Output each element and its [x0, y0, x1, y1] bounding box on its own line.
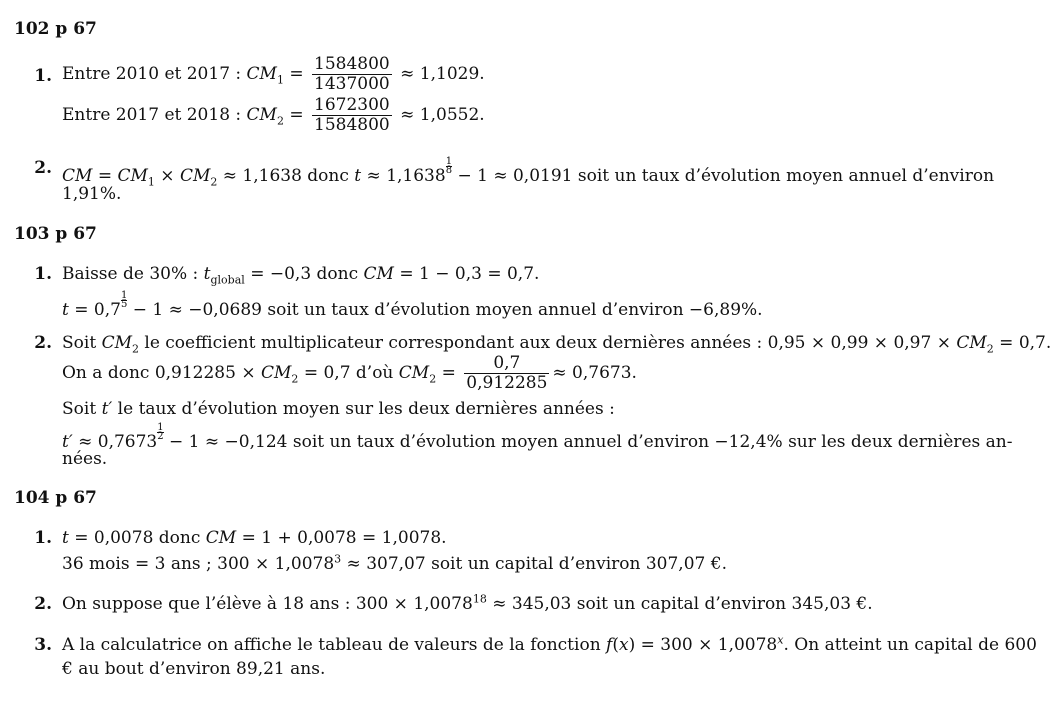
text: 0,7	[493, 353, 521, 373]
text: CM	[398, 363, 430, 383]
text: Soit	[62, 333, 102, 353]
text: CM	[205, 528, 237, 548]
text: 2	[157, 431, 164, 442]
text: × CM	[154, 166, 211, 186]
s102-line-2: Entre 2017 et 2018 : $CM_2$ = $\frac{1672300}{1584800}$ ≈ 1,0552.	[62, 95, 485, 135]
text: =	[436, 363, 462, 383]
text: 0,912285	[466, 373, 548, 393]
section-title-104: 104 p 67	[14, 488, 97, 508]
text: ≈ 0,7673.	[552, 363, 637, 383]
text: t′	[62, 432, 73, 452]
text: 1	[120, 290, 128, 301]
text: t	[354, 166, 362, 186]
s102-p2-line-1	[62, 156, 995, 189]
text: global	[210, 273, 245, 287]
item-number: 1.	[34, 66, 52, 86]
item-number: 3.	[34, 635, 52, 655]
text: 2	[429, 372, 437, 386]
s102-p2-line-2: 1,91%.	[62, 184, 122, 204]
text: 1437000	[314, 74, 390, 94]
text: 2	[210, 175, 218, 189]
text: 36 mois = 3 ans ; 300 × 1,0078	[62, 554, 335, 574]
text: ≈ 1,1638	[361, 166, 446, 186]
text: t	[62, 300, 69, 320]
text: CM	[363, 264, 394, 284]
text: = −0,3 donc	[244, 264, 364, 284]
text: 18	[472, 592, 487, 606]
s104-p1-line-2	[62, 554, 727, 574]
text: Entre 2010 et 2017 :	[62, 64, 247, 84]
text: le coefficient multiplicateur correspondant aux deux dernières années : 0,95 × 0,99 × 0,97 ×	[138, 333, 957, 353]
fraction-cm2	[464, 354, 549, 393]
text: On suppose que l’élève à 18 ans : 300 × 1,0078	[62, 594, 473, 614]
text: ≈ 1,1029.	[400, 64, 485, 84]
item-number: 2.	[34, 594, 52, 614]
text: = 0,7	[68, 300, 121, 320]
text: t	[203, 264, 211, 284]
text: 1	[147, 175, 155, 189]
text: f	[606, 635, 613, 655]
text: A la calculatrice on affiche le tableau de valeurs de la fonction	[62, 635, 607, 655]
text: CM	[956, 333, 987, 353]
text: = 0,7 d’où	[298, 363, 399, 383]
s103-p2-line-3	[62, 399, 615, 419]
text: On a donc 0,912285 ×	[62, 363, 261, 383]
section-title-102: 102 p 67	[14, 19, 97, 39]
text: x	[777, 633, 784, 647]
text: Soit	[62, 399, 102, 419]
text: CM	[261, 363, 292, 383]
text: 2	[291, 372, 299, 386]
text: 5	[120, 299, 128, 310]
text: le taux d’évolution moyen sur les deux dernières années :	[112, 399, 615, 419]
text: 1	[157, 422, 164, 433]
fraction-cm1	[312, 55, 392, 94]
item-number: 1.	[34, 528, 52, 548]
s104-p2-line-1	[62, 594, 873, 614]
text: CM = CM	[62, 166, 148, 186]
text: = 0,7.	[993, 333, 1051, 353]
text: t	[62, 528, 69, 548]
item-number: 2.	[34, 333, 52, 353]
text: 1584800	[314, 54, 390, 74]
s103-p2-line-5: nées.	[62, 449, 108, 469]
s104-p3-line-2: € au bout d’environ 89,21 ans.	[62, 659, 326, 679]
text: = 0,0078 donc	[68, 528, 206, 548]
text: x	[618, 635, 629, 655]
fraction-cm2	[312, 96, 392, 135]
s103-p2-line-1	[62, 333, 1051, 356]
text: 1672300	[314, 95, 390, 115]
s102-line-1: Entre 2010 et 2017 : $CM_1$ = $\frac{1584800}{1437000}$ ≈ 1,1029.	[62, 54, 485, 94]
text: (	[612, 635, 619, 655]
text: 3	[334, 552, 342, 566]
text: 1584800	[314, 115, 390, 135]
text: ≈ 1,1638 donc	[217, 166, 355, 186]
text: 2	[131, 342, 139, 356]
text: 2	[276, 114, 284, 128]
text: ) = 300 × 1,0078	[628, 635, 778, 655]
text: ≈ 1,0552.	[400, 105, 485, 125]
text: t′	[101, 399, 113, 419]
item-number: 2.	[34, 158, 52, 178]
text: 2	[986, 342, 994, 356]
text: CM	[246, 105, 277, 125]
text: CM	[101, 333, 132, 353]
text: = 1 − 0,3 = 0,7.	[393, 264, 540, 284]
text: 1	[276, 73, 284, 87]
text: = 1 + 0,0078 = 1,0078.	[236, 528, 447, 548]
section-title-103: 103 p 67	[14, 224, 97, 244]
s104-p1-line-1	[62, 528, 447, 548]
text: CM	[246, 64, 277, 84]
item-number: 1.	[34, 264, 52, 284]
text: − 1 ≈ −0,0689 soit un taux d’évolution moyen annuel d’environ −6,89%.	[127, 300, 763, 320]
text: Entre 2017 et 2018 :	[62, 105, 247, 125]
s103-p2-line-4	[62, 424, 1012, 452]
text: 1	[445, 156, 453, 167]
s103-p2-line-2	[62, 354, 637, 393]
text: ≈ 345,03 soit un capital d’environ 345,03 €.	[486, 594, 873, 614]
text: 8	[445, 165, 453, 176]
s103-p1-line-2	[62, 292, 763, 320]
s104-p3-line-1	[62, 635, 1037, 655]
s103-p1-line-1	[62, 264, 540, 287]
text: Baisse de 30% :	[62, 264, 204, 284]
text: − 1 ≈ −0,124 soit un taux d’évolution moyen annuel d’environ −12,4% sur les deux dernières an-	[163, 432, 1013, 452]
text: . On atteint un capital de 600	[783, 635, 1037, 655]
text: ≈ 0,7673	[72, 432, 158, 452]
text: ≈ 307,07 soit un capital d’environ 307,07 €.	[341, 554, 727, 574]
text: − 1 ≈ 0,0191 soit un taux d’évolution moyen annuel d’environ	[452, 166, 995, 186]
